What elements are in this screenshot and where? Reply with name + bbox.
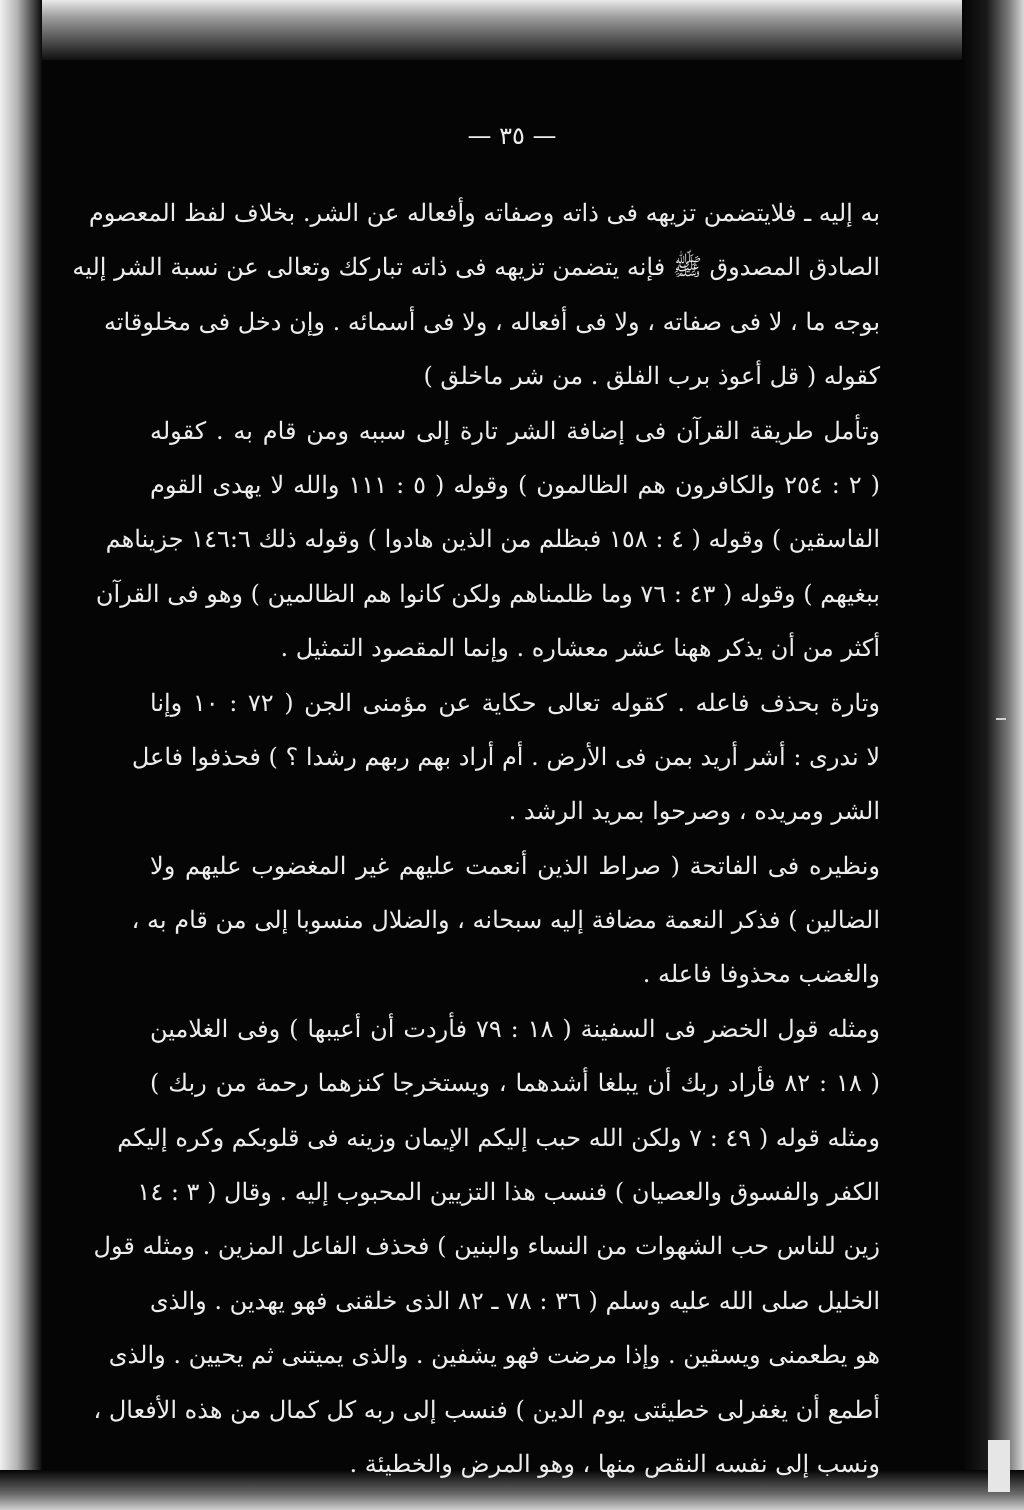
scan-edge-right — [962, 0, 1024, 1510]
text-line: ومثله قول الخضر فى السفينة ( ١٨ : ٧٩ فأردت أن أعيبها ) وفى الغلامين — [150, 1014, 880, 1043]
text-line: ( ١٨ : ٨٢ فأراد ربك أن يبلغا أشدهما ، ويستخرجا كنزهما رحمة من ربك ) — [150, 1069, 880, 1098]
scan-edge-left — [0, 0, 42, 1510]
text-line: ومثله قوله ( ٤٩ : ٧ ولكن الله حبب إليكم الإيمان وزينه فى قلوبكم وكره إليكم — [117, 1123, 880, 1152]
text-line: به إليه ـ فلايتضمن تزيهه فى ذاته وصفاته وأفعاله عن الشر. بخلاف لفظ المعصوم — [88, 199, 880, 227]
text-line: ونظيره فى الفاتحة ( صراط الذين أنعمت عليهم غير المغضوب عليهم ولا — [150, 851, 880, 880]
text-line: ببغيهم ) وقوله ( ٤٣ : ٧٦ وما ظلمناهم ولكن كانوا هم الظالمين ) وهو فى القرآن — [95, 579, 880, 608]
text-line: لا ندرى : أشر أريد بمن فى الأرض . أم أراد بهم ربهم رشدا ؟ ) فحذفوا فاعل — [131, 742, 880, 771]
margin-dash — [996, 718, 1006, 720]
text-line: ونسب إلى نفسه النقص منها ، وهو المرض والخطيئة . — [349, 1449, 880, 1478]
text-line: زين للناس حب الشهوات من النساء والبنين ) فحذف الفاعل المزين . ومثله قول — [93, 1232, 880, 1261]
text-line: الفاسقين ) وقوله ( ٤ : ١٥٨ فبظلم من الذين هادوا ) وقوله ذلك ١٤٦:٦ جزيناهم — [105, 525, 880, 554]
text-line: الضالين ) فذكر النعمة مضافة إليه سبحانه ، والضلال منسوبا إلى من قام به ، — [131, 906, 880, 935]
text-line: هو يطعمنى ويسقين . وإذا مرضت فهو يشفين . والذى يميتنى ثم يحيين . والذى — [108, 1341, 880, 1370]
text-line: الكفر والفسوق والعصيان ) فنسب هذا التزيين المحبوب إليه . وقال ( ٣ : ١٤ — [137, 1178, 880, 1207]
scan-artifact — [988, 1440, 1010, 1492]
page-number: — ٣٥ — — [467, 122, 557, 150]
text-line: والغضب محذوفا فاعله . — [642, 960, 880, 989]
text-line: كقوله ( قل أعوذ برب الفلق . من شر ماخلق ) — [423, 362, 880, 391]
text-line: الخليل صلى الله عليه وسلم ( ٣٦ : ٧٨ ـ ٨٢ الذى خلقنى فهو يهدين . والذى — [149, 1286, 880, 1315]
text-line: الصادق المصدوق ﷺ فإنه يتضمن تزيهه فى ذاته تباركك وتعالى عن نسبة الشر إليه — [72, 253, 880, 282]
text-line: أكثر من أن يذكر ههنا عشر معشاره . وإنما المقصود التمثيل . — [280, 634, 880, 663]
text-line: وتأمل طريقة القرآن فى إضافة الشر تارة إلى سببه ومن قام به . كقوله — [150, 416, 880, 445]
text-line: ( ٢ : ٢٥٤ والكافرون هم الظالمون ) وقوله ( ٥ : ١١١ والله لا يهدى القوم — [150, 470, 881, 499]
text-line: وتارة بحذف فاعله . كقوله تعالى حكاية عن مؤمنى الجن ( ٧٢ : ١٠ وإنا — [150, 688, 881, 717]
text-line: أطمع أن يغفرلى خطيئتى يوم الدين ) فنسب إلى ربه كل كمال من هذه الأفعال ، — [93, 1395, 880, 1424]
text-line: بوجه ما ، لا فى صفاته ، ولا فى أفعاله ، ولا فى أسمائه . وإن دخل فى مخلوقاته — [104, 307, 880, 336]
body-text — [72, 186, 881, 1491]
scan-edge-top — [0, 0, 1024, 60]
text-line: الشر ومريده ، وصرحوا بمريد الرشد . — [508, 797, 880, 826]
